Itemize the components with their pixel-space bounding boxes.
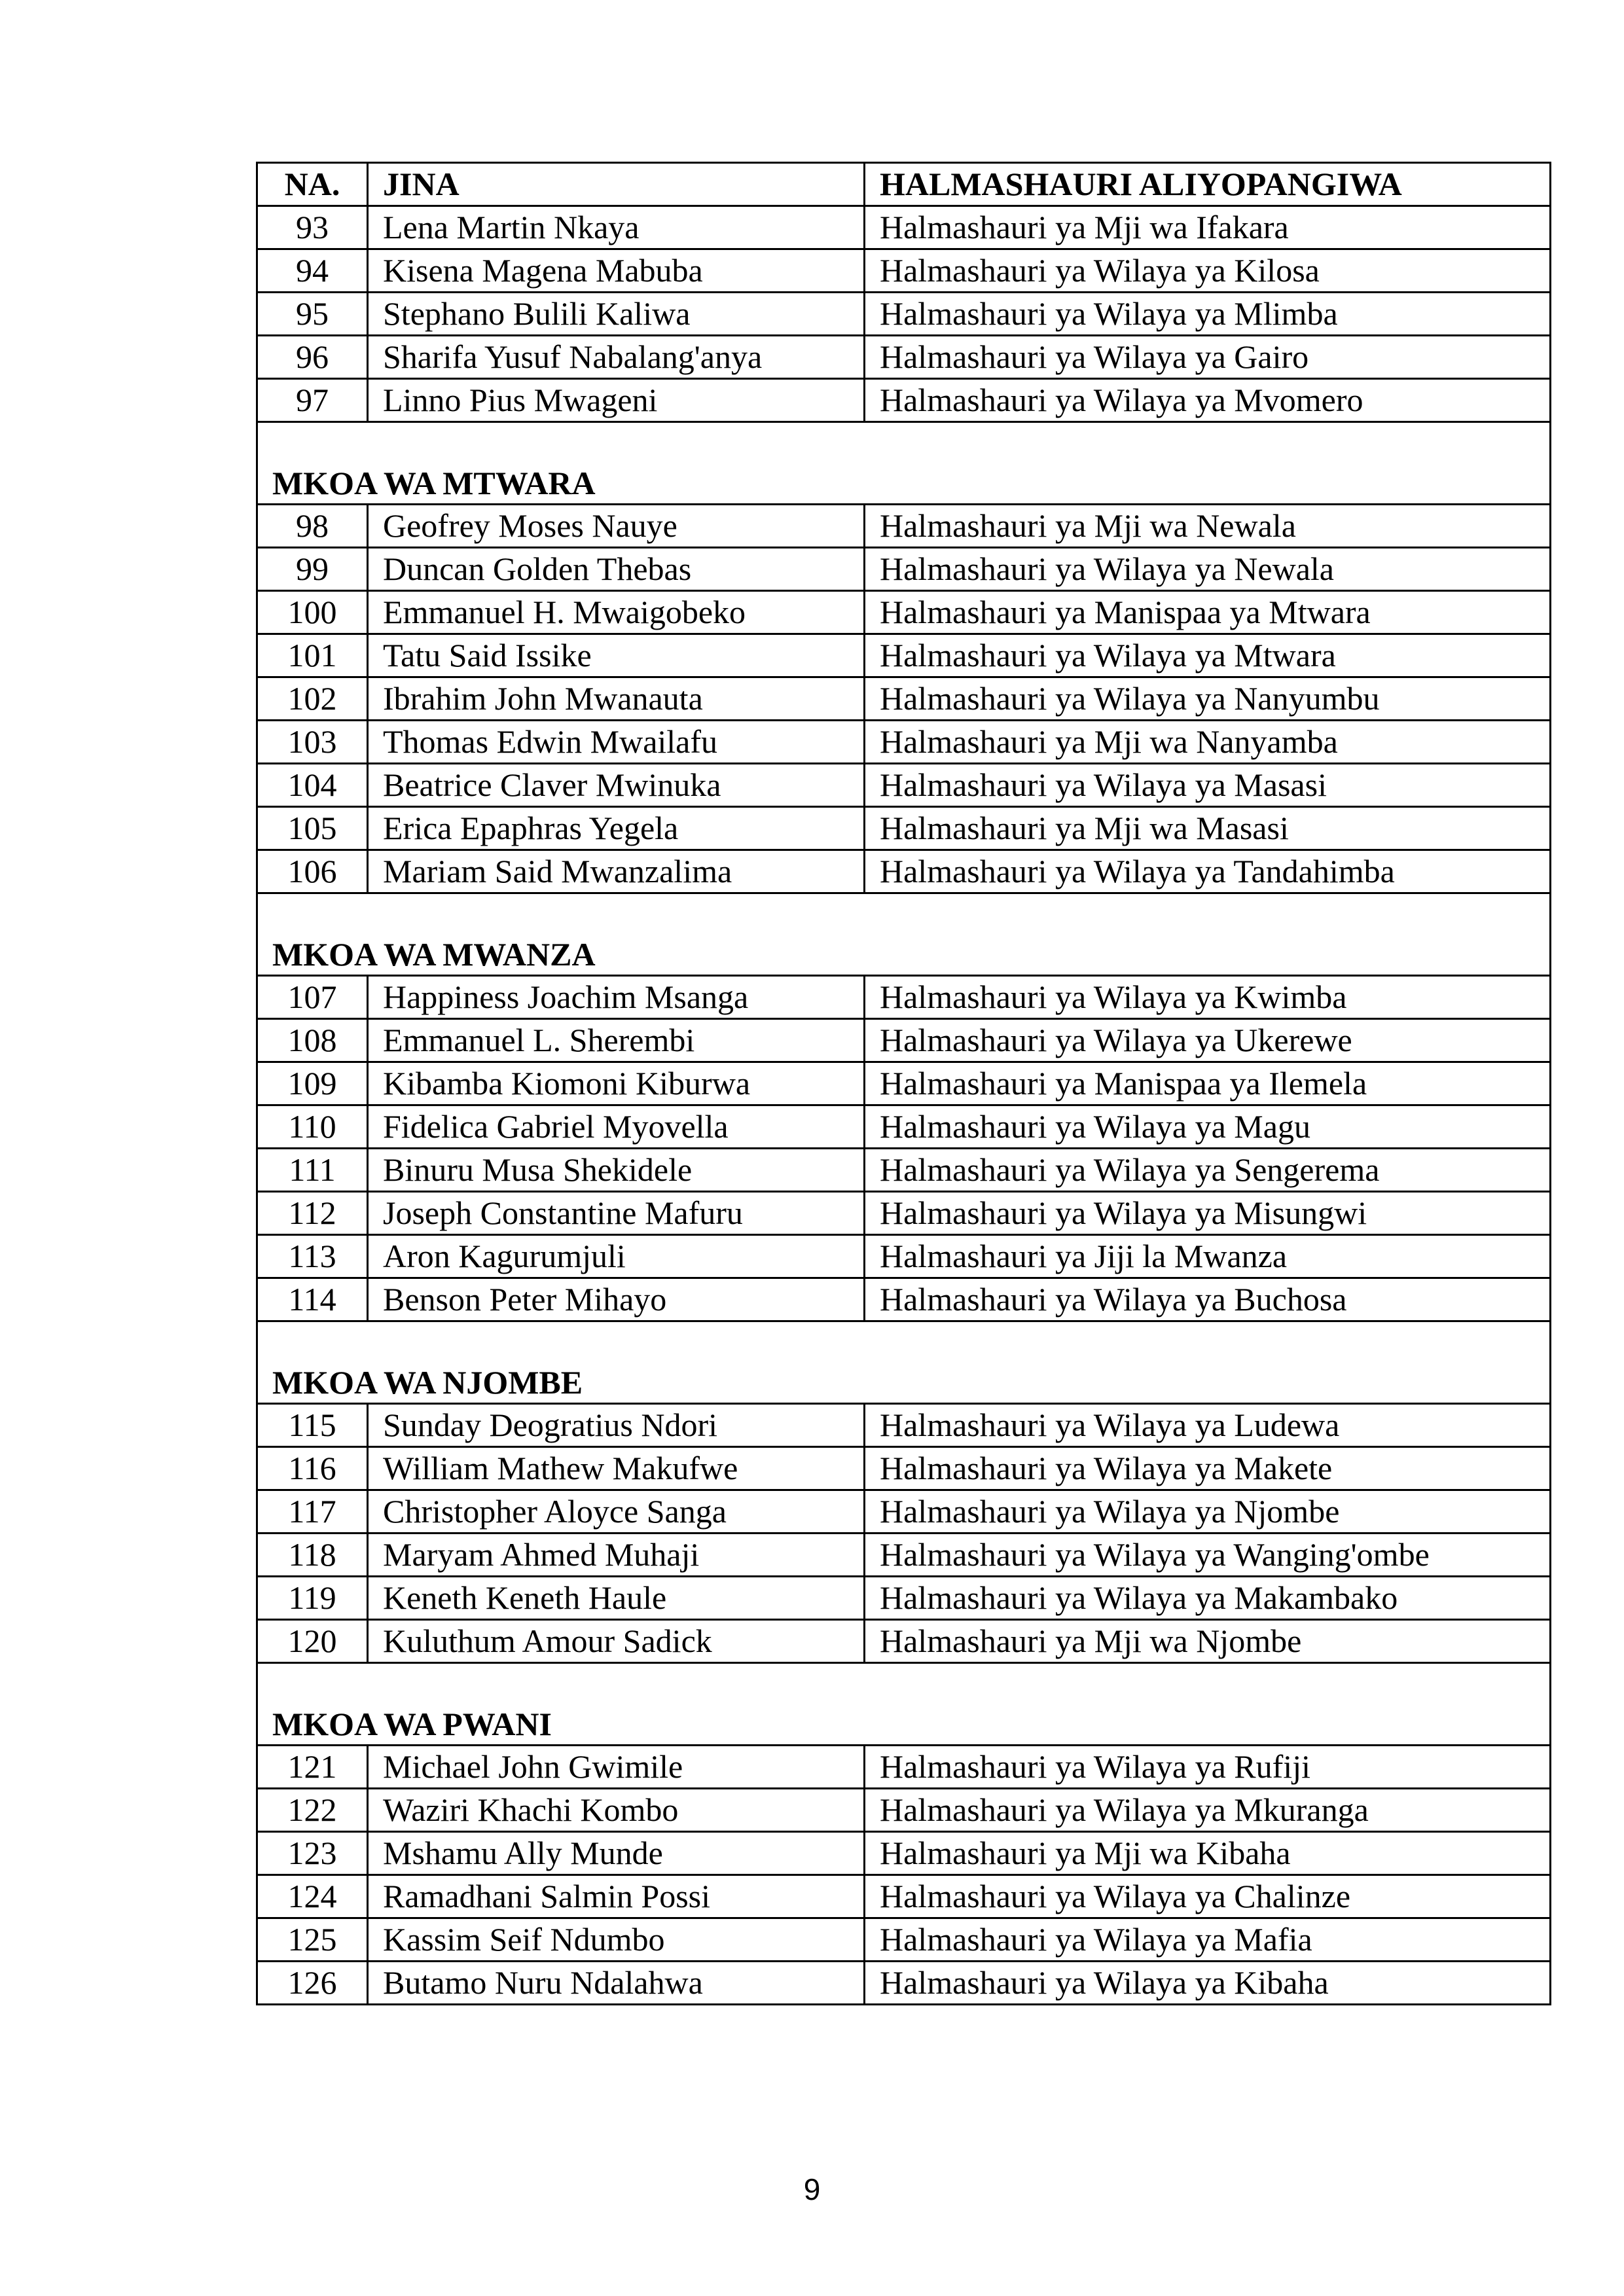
row-council-cell: Halmashauri ya Wilaya ya Misungwi [865,1192,1551,1235]
row-number-cell: 101 [257,634,368,677]
row-number-cell: 95 [257,293,368,336]
row-name-cell: William Mathew Makufwe [368,1447,865,1490]
table-row [257,206,1551,249]
table-row [257,1620,1551,1663]
row-name-cell: Linno Pius Mwageni [368,379,865,422]
row-council-cell: Halmashauri ya Wilaya ya Masasi [865,764,1551,807]
row-council-cell: Halmashauri ya Wilaya ya Kibaha [865,1962,1551,2005]
row-name-cell: Beatrice Claver Mwinuka [368,764,865,807]
row-number-cell: 93 [257,206,368,249]
table-row [257,336,1551,379]
table-row [257,548,1551,591]
table-row [257,1447,1551,1490]
region-heading: MKOA WA MWANZA [257,893,1551,976]
table-row [257,1490,1551,1534]
row-council-cell: Halmashauri ya Wilaya ya Mlimba [865,293,1551,336]
row-council-cell: Halmashauri ya Wilaya ya Wanging'ombe [865,1534,1551,1577]
region-heading-row [257,422,1551,505]
row-council-cell: Halmashauri ya Mji wa Kibaha [865,1832,1551,1875]
row-number-cell: 107 [257,976,368,1019]
row-number-cell: 126 [257,1962,368,2005]
row-number-cell: 103 [257,721,368,764]
row-number-cell: 125 [257,1918,368,1962]
region-heading: MKOA WA MTWARA [257,422,1551,505]
row-number-cell: 117 [257,1490,368,1534]
table-row [257,1278,1551,1321]
row-council-cell: Halmashauri ya Jiji la Mwanza [865,1235,1551,1278]
row-council-cell: Halmashauri ya Wilaya ya Chalinze [865,1875,1551,1918]
row-number-cell: 100 [257,591,368,634]
row-name-cell: Mariam Said Mwanzalima [368,850,865,893]
table-row [257,379,1551,422]
row-number-cell: 114 [257,1278,368,1321]
table-row [257,293,1551,336]
row-number-cell: 109 [257,1062,368,1105]
row-name-cell: Aron Kagurumjuli [368,1235,865,1278]
row-name-cell: Maryam Ahmed Muhaji [368,1534,865,1577]
row-number-cell: 120 [257,1620,368,1663]
row-number-cell: 111 [257,1149,368,1192]
row-name-cell: Keneth Keneth Haule [368,1577,865,1620]
row-council-cell: Halmashauri ya Wilaya ya Mafia [865,1918,1551,1962]
row-name-cell: Fidelica Gabriel Myovella [368,1105,865,1149]
table-row [257,721,1551,764]
table-row [257,1962,1551,2005]
row-council-cell: Halmashauri ya Wilaya ya Makambako [865,1577,1551,1620]
region-heading-row [257,893,1551,976]
table-row [257,1062,1551,1105]
row-name-cell: Emmanuel L. Sherembi [368,1019,865,1062]
table-row [257,1746,1551,1789]
page-number: 9 [803,2172,821,2206]
row-number-cell: 99 [257,548,368,591]
row-name-cell: Erica Epaphras Yegela [368,807,865,850]
region-heading: MKOA WA NJOMBE [257,1321,1551,1404]
row-number-cell: 122 [257,1789,368,1832]
row-name-cell: Stephano Bulili Kaliwa [368,293,865,336]
table-row [257,1875,1551,1918]
row-council-cell: Halmashauri ya Wilaya ya Mtwara [865,634,1551,677]
table-row [257,850,1551,893]
row-council-cell: Halmashauri ya Wilaya ya Kwimba [865,976,1551,1019]
table-row [257,1789,1551,1832]
row-name-cell: Lena Martin Nkaya [368,206,865,249]
row-council-cell: Halmashauri ya Wilaya ya Makete [865,1447,1551,1490]
row-number-cell: 112 [257,1192,368,1235]
council-column-header: HALMASHAURI ALIYOPANGIWA [865,163,1551,206]
table-row [257,1534,1551,1577]
row-council-cell: Halmashauri ya Wilaya ya Kilosa [865,249,1551,293]
table-row [257,634,1551,677]
row-council-cell: Halmashauri ya Wilaya ya Magu [865,1105,1551,1149]
row-number-cell: 105 [257,807,368,850]
row-number-cell: 113 [257,1235,368,1278]
row-name-cell: Duncan Golden Thebas [368,548,865,591]
table-body [257,206,1551,2005]
row-number-cell: 108 [257,1019,368,1062]
row-council-cell: Halmashauri ya Wilaya ya Buchosa [865,1278,1551,1321]
region-heading-row [257,1321,1551,1404]
row-name-cell: Butamo Nuru Ndalahwa [368,1962,865,2005]
row-number-cell: 106 [257,850,368,893]
row-council-cell: Halmashauri ya Mji wa Masasi [865,807,1551,850]
row-number-cell: 94 [257,249,368,293]
row-number-cell: 121 [257,1746,368,1789]
table-row [257,976,1551,1019]
row-number-cell: 97 [257,379,368,422]
name-column-header: JINA [368,163,865,206]
row-name-cell: Binuru Musa Shekidele [368,1149,865,1192]
table-row [257,1918,1551,1962]
row-name-cell: Waziri Khachi Kombo [368,1789,865,1832]
table-row [257,1192,1551,1235]
row-council-cell: Halmashauri ya Mji wa Njombe [865,1620,1551,1663]
row-number-cell: 96 [257,336,368,379]
row-name-cell: Sharifa Yusuf Nabalang'anya [368,336,865,379]
row-name-cell: Joseph Constantine Mafuru [368,1192,865,1235]
table-row [257,1577,1551,1620]
row-name-cell: Kassim Seif Ndumbo [368,1918,865,1962]
region-heading-row [257,1663,1551,1746]
row-council-cell: Halmashauri ya Wilaya ya Tandahimba [865,850,1551,893]
row-name-cell: Mshamu Ally Munde [368,1832,865,1875]
table-row [257,505,1551,548]
row-council-cell: Halmashauri ya Manispaa ya Mtwara [865,591,1551,634]
row-number-cell: 119 [257,1577,368,1620]
row-number-cell: 104 [257,764,368,807]
row-number-cell: 110 [257,1105,368,1149]
row-council-cell: Halmashauri ya Wilaya ya Mvomero [865,379,1551,422]
row-number-cell: 118 [257,1534,368,1577]
row-council-cell: Halmashauri ya Wilaya ya Njombe [865,1490,1551,1534]
row-name-cell: Christopher Aloyce Sanga [368,1490,865,1534]
row-council-cell: Halmashauri ya Wilaya ya Nanyumbu [865,677,1551,721]
table-row [257,1149,1551,1192]
table-row [257,1404,1551,1447]
row-council-cell: Halmashauri ya Mji wa Nanyamba [865,721,1551,764]
row-council-cell: Halmashauri ya Wilaya ya Rufiji [865,1746,1551,1789]
row-council-cell: Halmashauri ya Wilaya ya Newala [865,548,1551,591]
table-row [257,249,1551,293]
row-number-cell: 124 [257,1875,368,1918]
table-row [257,591,1551,634]
row-name-cell: Benson Peter Mihayo [368,1278,865,1321]
row-council-cell: Halmashauri ya Wilaya ya Gairo [865,336,1551,379]
row-number-cell: 123 [257,1832,368,1875]
row-name-cell: Kibamba Kiomoni Kiburwa [368,1062,865,1105]
row-council-cell: Halmashauri ya Mji wa Ifakara [865,206,1551,249]
region-heading: MKOA WA PWANI [257,1663,1551,1746]
row-name-cell: Kisena Magena Mabuba [368,249,865,293]
row-number-cell: 116 [257,1447,368,1490]
table-row [257,677,1551,721]
row-number-cell: 115 [257,1404,368,1447]
table-row [257,1105,1551,1149]
row-name-cell: Kuluthum Amour Sadick [368,1620,865,1663]
number-column-header: NA. [257,163,368,206]
row-council-cell: Halmashauri ya Wilaya ya Mkuranga [865,1789,1551,1832]
table-row [257,764,1551,807]
row-name-cell: Tatu Said Issike [368,634,865,677]
row-name-cell: Geofrey Moses Nauye [368,505,865,548]
row-council-cell: Halmashauri ya Mji wa Newala [865,505,1551,548]
row-council-cell: Halmashauri ya Manispaa ya Ilemela [865,1062,1551,1105]
row-name-cell: Emmanuel H. Mwaigobeko [368,591,865,634]
table-row [257,1235,1551,1278]
row-council-cell: Halmashauri ya Wilaya ya Ludewa [865,1404,1551,1447]
row-name-cell: Sunday Deogratius Ndori [368,1404,865,1447]
row-name-cell: Happiness Joachim Msanga [368,976,865,1019]
row-number-cell: 102 [257,677,368,721]
row-name-cell: Thomas Edwin Mwailafu [368,721,865,764]
placement-table [256,162,1551,2005]
row-name-cell: Ramadhani Salmin Possi [368,1875,865,1918]
table-row [257,1832,1551,1875]
table-row [257,807,1551,850]
row-name-cell: Michael John Gwimile [368,1746,865,1789]
row-name-cell: Ibrahim John Mwanauta [368,677,865,721]
row-council-cell: Halmashauri ya Wilaya ya Ukerewe [865,1019,1551,1062]
table-header-row [257,163,1551,206]
row-council-cell: Halmashauri ya Wilaya ya Sengerema [865,1149,1551,1192]
row-number-cell: 98 [257,505,368,548]
table-row [257,1019,1551,1062]
